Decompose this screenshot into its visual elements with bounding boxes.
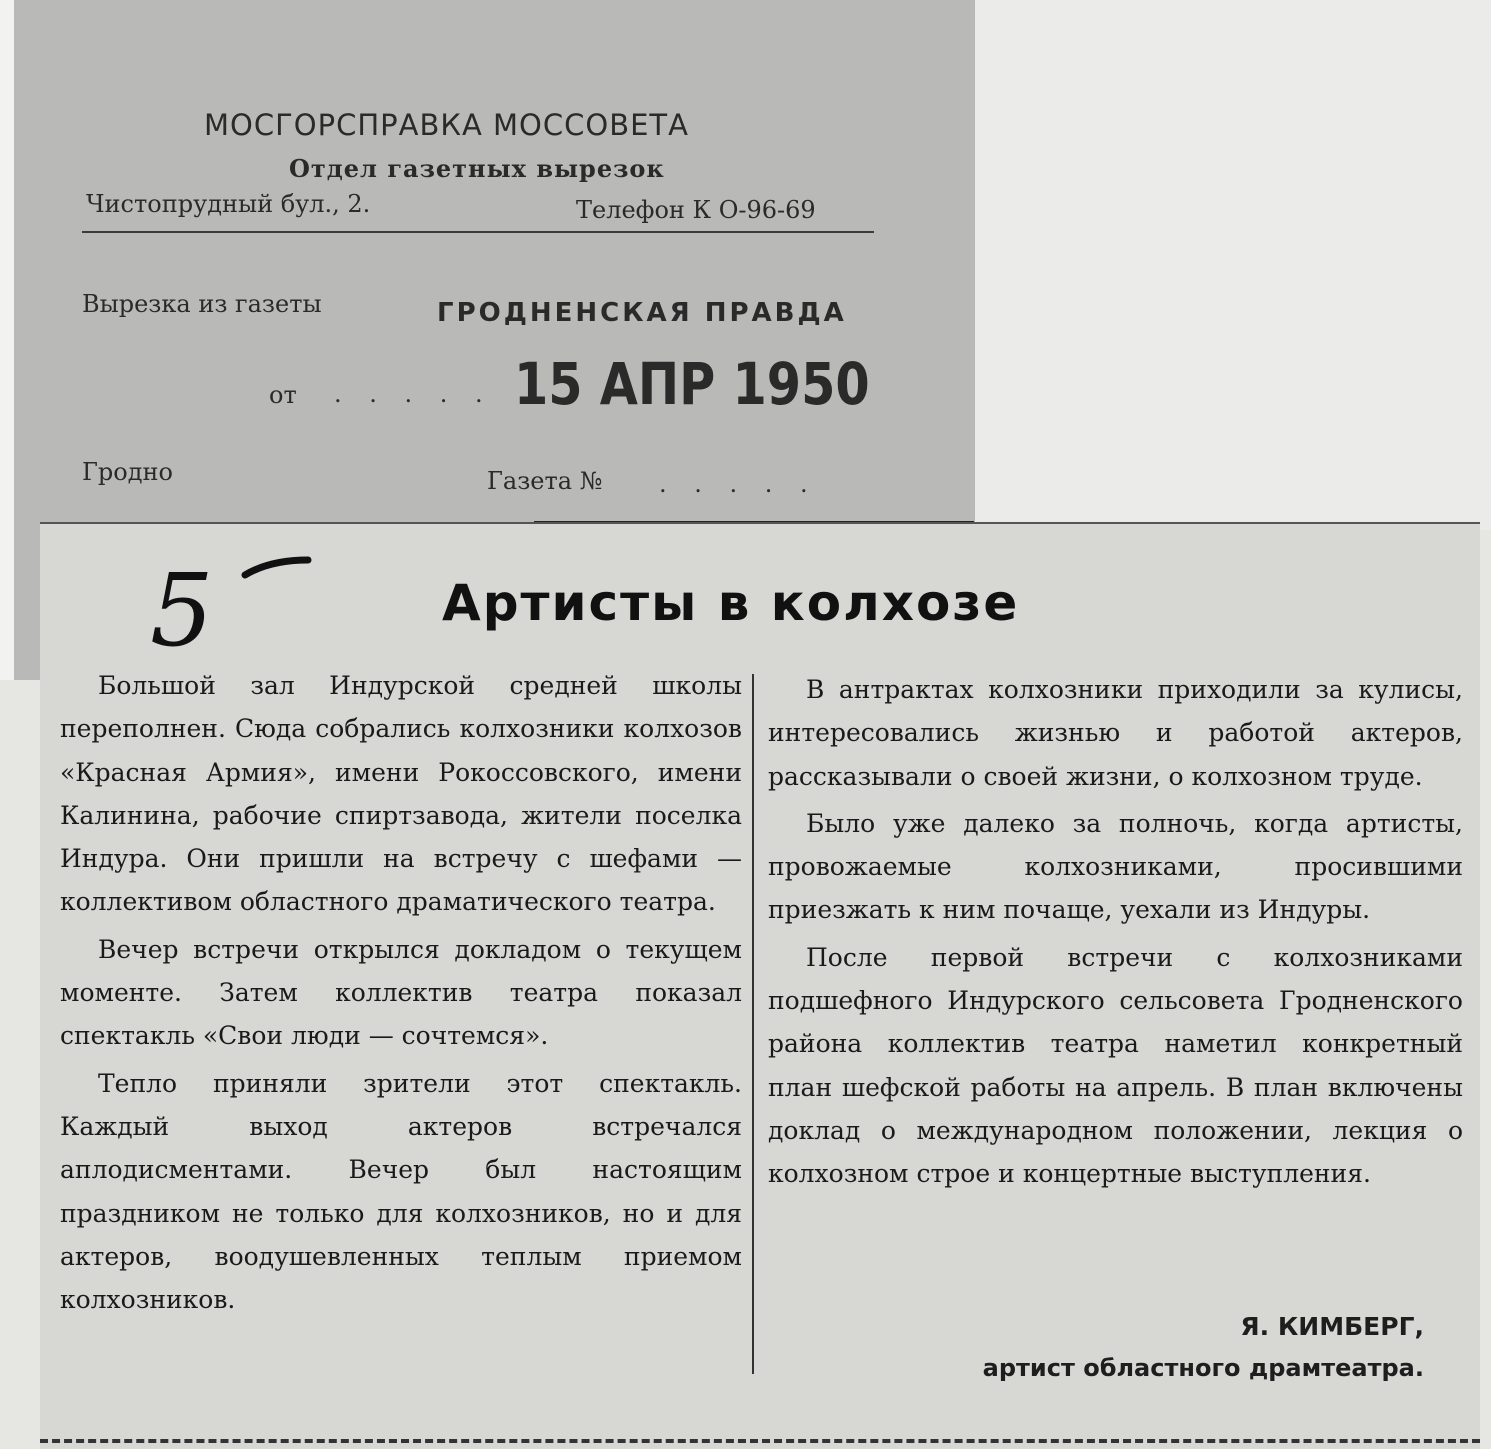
article-author-role: артист областного драмтеатра. [982,1354,1424,1382]
date-stamp: 15 АПР 1950 [514,350,870,418]
slip-clip-from-label: Вырезка из газеты [82,290,322,318]
article-title: Артисты в колхозе [442,574,1020,632]
handwritten-number: 5 [150,552,214,660]
slip-org-name: МОСГОРСПРАВКА МОССОВЕТА [204,108,689,142]
article-column-left [60,664,742,1325]
slip-date-dots: . . . . . [334,380,493,408]
handwritten-number-mark [150,550,320,660]
slip-date-label: от [269,381,297,409]
slip-city: Гродно [82,458,173,486]
article-paragraph: Вечер встречи открылся докладом о текущем моменте. Затем коллектив театра показал спектакль «Свои люди — сочтемся». [60,934,742,1051]
background-edge [0,0,14,680]
article-column-right [768,668,1463,1200]
slip-phone: Телефон К О-96-69 [576,196,816,224]
article-author: Я. КИМБЕРГ, [1240,1312,1424,1341]
article-paragraph: Большой зал Индурской средней школы переполнен. Сюда собрались колхозники колхозов «Красная Армия», имени Рокоссовского, имени Калинина, рабочие спиртзавода, жители поселка Индура. Они пришли на встречу с шефами — коллективом областного драматического театра. [60,671,742,917]
slip-newspaper-name: ГРОДНЕНСКАЯ ПРАВДА [437,298,847,328]
article-paragraph: Тепло приняли зрители этот спектакль. Каждый выход актеров встречался аплодисментами. Вечер был настоящим праздником не только для колхозников, но и для актеров, воодушевленных теплым приемом колхозников. [60,1068,742,1315]
article-paragraph: Было уже далеко за полночь, когда артисты, провожаемые колхозниками, просившими приезжать к ним почаще, уехали из Индуры. [768,808,1463,925]
clipping-cut-line [40,1439,1480,1443]
newspaper-clipping [40,522,1480,1449]
slip-rule [82,231,874,233]
article-paragraph: После первой встречи с колхозниками подшефного Индурского сельсовета Гродненского района коллектив театра наметил конкретный план шефской работы на апрель. В план включены доклад о международном положении, лекция о колхозном строе и концертные выступления. [768,942,1463,1189]
slip-department: Отдел газетных вырезок [289,154,665,183]
handwritten-dash [245,560,308,575]
slip-issue-dots: . . . . . [659,470,818,498]
slip-address: Чистопрудный бул., 2. [86,190,371,218]
column-divider [752,674,754,1374]
slip-issue-label: Газета № [487,467,603,495]
background-paper [975,0,1491,530]
article-paragraph: В антрактах колхозники приходили за кулисы, интересовались жизнью и работой актеров, рассказывали о своей жизни, о колхозном труде. [768,675,1463,791]
